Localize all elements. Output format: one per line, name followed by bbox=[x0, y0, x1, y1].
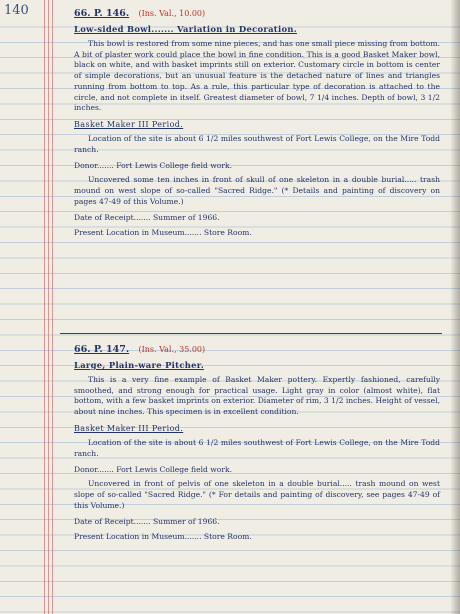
margin-line bbox=[48, 0, 49, 614]
entry-header bbox=[74, 343, 440, 357]
page-binding-shadow bbox=[450, 0, 460, 614]
entry-donor: Donor....... Fort Lewis College field work. bbox=[74, 465, 233, 475]
page-number: 140 bbox=[4, 3, 29, 18]
margin-line bbox=[52, 0, 53, 614]
catalog-number: 66. P. 146. bbox=[74, 8, 130, 19]
entry-date-of-receipt: Date of Receipt....... Summer of 1966. bbox=[74, 213, 220, 223]
entry-location: Location of the site is about 6 1/2 miles southwest of Fort Lewis College, on the Mire Todd ranch. bbox=[74, 133, 440, 154]
entry-date-of-receipt: Date of Receipt....... Summer of 1966. bbox=[74, 517, 220, 527]
entry-description: This is a very fine example of Basket Maker pottery. Expertly fashioned, carefully smoothed, and strong enough for practical usage. Light gray in color (almost white), flat bottom, with a few basket imprints on exterior. Diameter of rim, 3 1/2 inches. Height of vessel, about nine inches. This specimen is in excellent condition. bbox=[74, 375, 440, 417]
entry-divider bbox=[60, 333, 442, 334]
insured-value: (Ins. Val., 10.00) bbox=[138, 9, 206, 18]
catalog-number: 66. P. 147. bbox=[74, 344, 130, 355]
entry-uncovered: Uncovered some ten inches in front of skull of one skeleton in a double burial..... trash mound on west slope of so-called "Sacred Ridge." (* Details and painting of discovery on pages 47-49 of this Volume.) bbox=[74, 175, 440, 206]
entry-period: Basket Maker III Period. bbox=[74, 423, 184, 433]
entry-uncovered: Uncovered in front of pelvis of one skeleton in a double burial..... trash mound on west slope of so-called "Sacred Ridge." (* For details and painting of discovery, see pages 47-49 of this Volume.) bbox=[74, 479, 440, 510]
entry-location: Location of the site is about 6 1/2 miles southwest of Fort Lewis College, on the Mire Todd ranch. bbox=[74, 437, 440, 458]
entry-title: Large, Plain-ware Pitcher. bbox=[74, 360, 204, 370]
entry-present-location: Present Location in Museum....... Store Room. bbox=[74, 532, 252, 542]
entry-present-location: Present Location in Museum....... Store Room. bbox=[74, 228, 252, 238]
entry-title: Low-sided Bowl....... Variation in Decoration. bbox=[74, 24, 297, 34]
catalog-entry-2 bbox=[74, 343, 440, 543]
entry-donor: Donor....... Fort Lewis College field work. bbox=[74, 161, 233, 171]
entry-header bbox=[74, 7, 440, 21]
insured-value: (Ins. Val., 35.00) bbox=[138, 345, 206, 354]
catalog-entry-1 bbox=[74, 7, 440, 239]
entry-description: This bowl is restored from some nine pieces, and has one small piece missing from bottom. A bit of plaster work could place the bowl in fine condition. This is a good Basket Maker bowl, black on white, and with basket imprints still on exterior. Customary circle in bottom is center of simple decorations, but an unusual feature is the detached nature of lines and triangles running from bottom to top. As a rule, this particular type of decoration is attached to the circle, and not complete in itself. Greatest diameter of bowl, 7 1/4 inches. Depth of bowl, 3 1/2 inches. bbox=[74, 39, 440, 113]
margin-line bbox=[44, 0, 45, 614]
entry-period: Basket Maker III Period. bbox=[74, 119, 184, 129]
